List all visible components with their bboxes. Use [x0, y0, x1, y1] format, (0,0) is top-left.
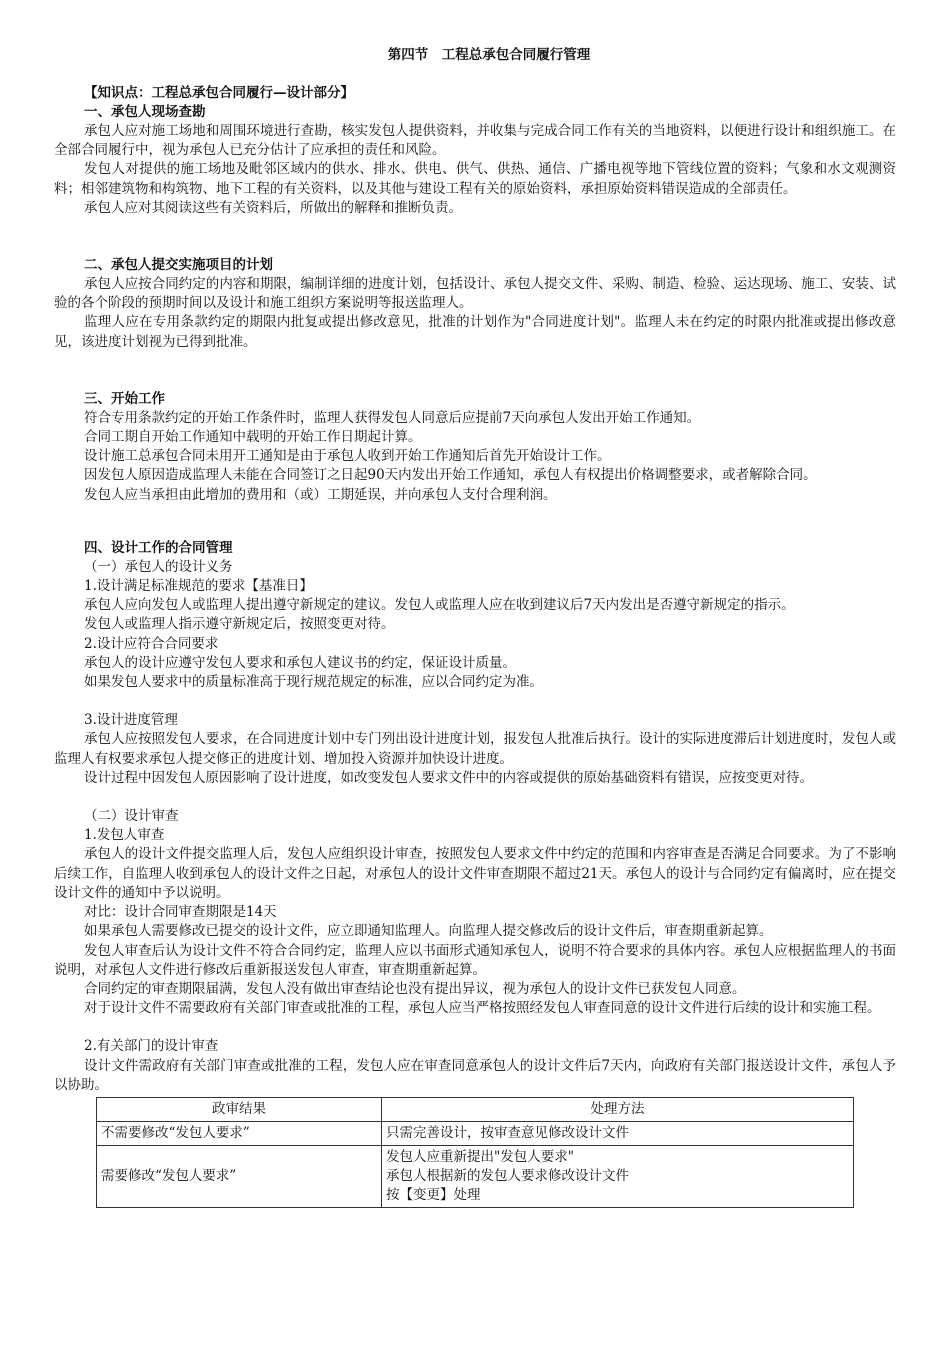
paragraph: 符合专用条款约定的开始工作条件时，监理人获得发包人同意后应提前7天向承包人发出开始工作通知。 — [84, 409, 701, 426]
paragraph: 发包人应当承担由此增加的费用和（或）工期延误，并向承包人支付合理利润。 — [84, 486, 557, 503]
method-line: 承包人根据新的发包人要求修改设计文件 — [386, 1167, 629, 1184]
paragraph: 设计施工总承包合同未用开工通知是由于承包人收到开始工作通知后首先开始设计工作。 — [84, 448, 611, 465]
method-line: 按【变更】处理 — [386, 1186, 481, 1203]
heading-design-contract-management: 四、设计工作的合同管理 — [84, 539, 233, 556]
paragraph: 合同约定的审查期限届满，发包人没有做出审查结论也没有提出异议，视为承包人的设计文件已获发包人同意。 — [84, 980, 746, 997]
item-heading: 3.设计进度管理 — [84, 712, 178, 729]
item-heading: 1.发包人审查 — [84, 827, 165, 844]
paragraph: 对于设计文件不需要政府有关部门审查或批准的工程，承包人应当严格按照经发包人审查同意的设计文件进行后续的设计和实施工程。 — [84, 1000, 881, 1017]
table-cell-method: 只需完善设计，按审查意见修改设计文件 — [382, 1121, 854, 1145]
item-heading: 1.设计满足标准规范的要求【基准日】 — [84, 578, 313, 595]
paragraph: 发包人审查后认为设计文件不符合合同约定，监理人应以书面形式通知承包人，说明不符合要求的具体内容。承包人应根据监理人的书面说明，对承包人文件进行修改后重新报送发包人审查，审查期重新起算。 — [54, 942, 896, 978]
table-cell-method — [382, 1145, 854, 1207]
paragraph: 设计过程中因发包人原因影响了设计进度，如改变发包人要求文件中的内容或提供的原始基础资料有错误，应按变更对待。 — [84, 769, 813, 786]
paragraph: 如果发包人要求中的质量标准高于现行规范规定的标准，应以合同约定为准。 — [84, 674, 543, 691]
paragraph: 合同工期自开始工作通知中载明的开始工作日期起计算。 — [84, 429, 422, 446]
table-header-row — [97, 1097, 854, 1121]
subheading-design-review: （二）设计审查 — [84, 808, 179, 825]
heading-start-work: 三、开始工作 — [84, 390, 165, 407]
paragraph: 承包人的设计应遵守发包人要求和承包人建议书的约定，保证设计质量。 — [84, 654, 516, 671]
paragraph: 监理人应在专用条款约定的期限内批复或提出修改意见，批准的计划作为"合同进度计划"。监理人未在约定的时限内批准或提出修改意见，该进度计划视为已得到批准。 — [54, 314, 896, 350]
heading-project-plan: 二、承包人提交实施项目的计划 — [84, 257, 273, 274]
paragraph: 发包人对提供的施工场地及毗邻区域内的供水、排水、供电、供气、供热、通信、广播电视等地下管线位置的资料；气象和水文观测资料；相邻建筑物和构筑物、地下工程的有关资料，以及其他与建设工程有关的原始资料，承担原始资料错误造成的全部责任。 — [54, 161, 896, 197]
item-heading: 2.设计应符合合同要求 — [84, 635, 219, 652]
heading-site-survey: 一、承包人现场查勘 — [84, 104, 206, 120]
method-line: 发包人应重新提出"发包人要求" — [386, 1148, 574, 1165]
paragraph: 如果承包人需要修改已提交的设计文件，应立即通知监理人。向监理人提交修改后的设计文件后，审查期重新起算。 — [84, 923, 773, 940]
table-cell-result: 需要修改“发包人要求” — [97, 1145, 382, 1207]
paragraph: 承包人的设计文件提交监理人后，发包人应组织设计审查，按照发包人要求文件中约定的范围和内容审查是否满足合同要求。为了不影响后续工作，自监理人收到承包人的设计文件之日起，对承包人的设计文件审查期限不超过21天。承包人的设计与合同约定有偏离时，应在提交设计文件的通知中予以说明。 — [54, 846, 896, 901]
table-header-cell: 处理方法 — [382, 1097, 854, 1121]
paragraph: 承包人应对其阅读这些有关资料后，所做出的解释和推断负责。 — [84, 199, 462, 216]
section-title: 第四节 工程总承包合同履行管理 — [387, 47, 591, 63]
paragraph: 因发包人原因造成监理人未能在合同签订之日起90天内发出开始工作通知，承包人有权提出价格调整要求，或者解除合同。 — [84, 467, 817, 484]
document-page — [54, 40, 896, 1208]
subheading-design-obligations: （一）承包人的设计义务 — [84, 558, 233, 575]
paragraph: 承包人应按照发包人要求，在合同进度计划中专门列出设计进度计划，报发包人批准后执行。设计的实际进度滞后计划进度时，发包人或监理人有权要求承包人提交修正的进度计划、增加投入资源并加快设计进度。 — [54, 731, 896, 767]
paragraph: 承包人应按合同约定的内容和期限，编制详细的进度计划，包括设计、承包人提交文件、采购、制造、检验、运达现场、施工、安装、试验的各个阶段的预期时间以及设计和施工组织方案说明等报送监理人。 — [54, 276, 896, 312]
table-cell-result: 不需要修改“发包人要求” — [97, 1121, 382, 1145]
table-row — [97, 1121, 854, 1145]
paragraph: 设计文件需政府有关部门审查或批准的工程，发包人应在审查同意承包人的设计文件后7天内，向政府有关部门报送设计文件，承包人予以协助。 — [54, 1057, 896, 1093]
knowledge-point-heading: 【知识点：工程总承包合同履行—设计部分】 — [84, 85, 354, 101]
paragraph: 对比：设计合同审查期限是14天 — [84, 904, 277, 921]
paragraph: 发包人或监理人指示遵守新规定后，按照变更对待。 — [84, 616, 395, 633]
review-result-table — [96, 1097, 854, 1208]
paragraph: 承包人应对施工场地和周围环境进行查勘，核实发包人提供资料，并收集与完成合同工作有关的当地资料，以便进行设计和组织施工。在全部合同履行中，视为承包人已充分估计了应承担的责任和风险。 — [54, 123, 896, 159]
table-row — [97, 1145, 854, 1207]
table-header-cell: 政审结果 — [97, 1097, 382, 1121]
item-heading: 2.有关部门的设计审查 — [84, 1038, 219, 1055]
paragraph: 承包人应向发包人或监理人提出遵守新规定的建议。发包人或监理人应在收到建议后7天内发出是否遵守新规定的指示。 — [84, 597, 795, 614]
